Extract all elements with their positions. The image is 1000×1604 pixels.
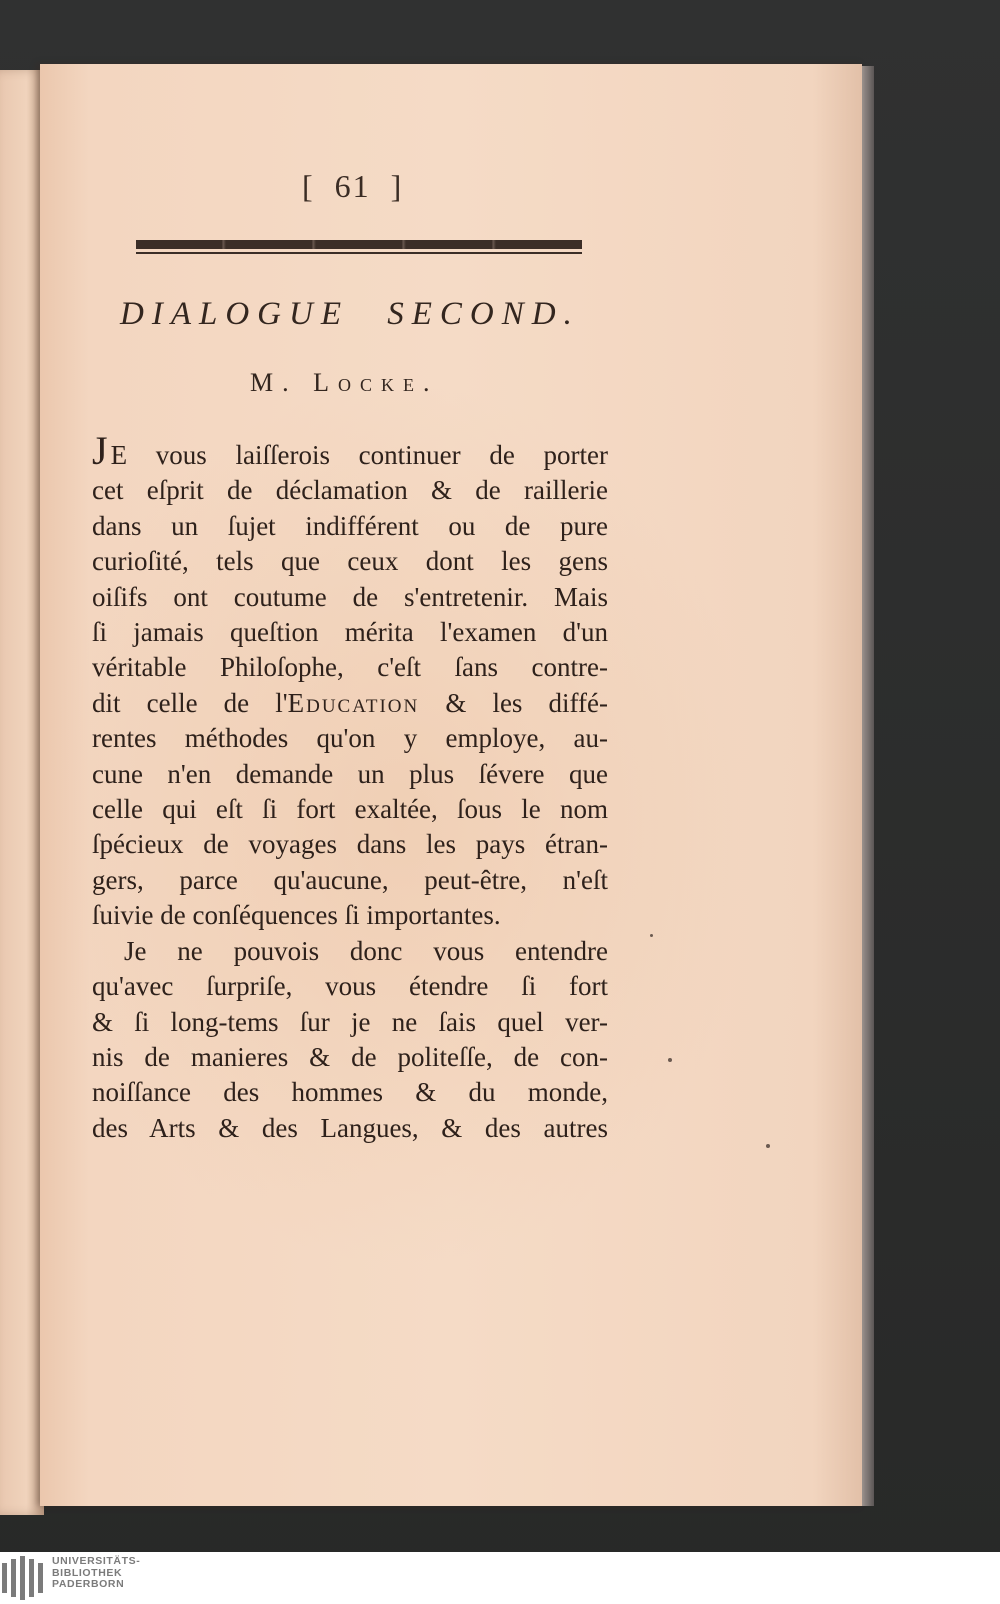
text-line: cet eſprit de déclamation & de raillerie	[92, 475, 608, 506]
text-line: oiſifs ont coutume de s'entretenir. Mais	[92, 581, 608, 612]
text-line: ſpécieux de voyages dans les pays étran-	[92, 829, 608, 860]
text-line: ſi jamais queſtion mérita l'examen d'un	[92, 617, 608, 648]
library-footer	[0, 1552, 1000, 1604]
text-line: celle qui eſt ſi fort exaltée, ſous le nom	[92, 794, 608, 825]
text-line: gers, parce qu'aucune, peut-être, n'eſt	[92, 864, 608, 895]
text-line: dans un ſujet indifférent ou de pure	[92, 510, 608, 541]
text-line: J E vous laiſſerois continuer de porter	[92, 428, 608, 473]
text-line: dit celle de l'Education & les diffé-	[92, 687, 609, 718]
page-number: [ 61 ]	[302, 168, 404, 204]
library-logo-text: UNIVERSITÄTS- BIBLIOTHEK PADERBORN	[52, 1555, 141, 1590]
smallcaps-word: Education	[287, 687, 420, 718]
chapter-heading: DIALOGUE SECOND.	[120, 296, 580, 332]
library-logo-icon	[2, 1556, 48, 1600]
body-text	[92, 428, 609, 1146]
facing-page-edge	[0, 70, 44, 1515]
drop-cap: J	[92, 428, 108, 473]
text-line: curioſité, tels que ceux dont les gens	[92, 546, 608, 577]
text-line: cune n'en demande un plus ſévere que	[92, 758, 608, 789]
paper-speck	[668, 1058, 672, 1062]
text-line: ſuivie de conſéquences ſi importantes.	[92, 900, 501, 931]
text-line: véritable Philoſophe, c'eſt ſans contre-	[92, 652, 608, 683]
text-line: noiſſance des hommes & du monde,	[92, 1077, 608, 1108]
paper-speck	[650, 934, 653, 937]
paper-speck	[766, 1144, 770, 1148]
speaker-name: M. Locke.	[250, 368, 439, 397]
text-line: & ſi long-tems ſur je ne ſais quel ver-	[92, 1006, 608, 1037]
book-page	[40, 64, 862, 1506]
header-rule	[136, 240, 582, 256]
text-line: rentes méthodes qu'on y employe, au-	[92, 723, 608, 754]
text-line: des Arts & des Langues, & des autres	[92, 1112, 608, 1143]
text-line: qu'avec ſurpriſe, vous étendre ſi fort	[92, 971, 608, 1002]
text-line: nis de manieres & de politeſſe, de con-	[92, 1041, 608, 1072]
text-line: Je ne pouvois donc vous entendre	[124, 935, 608, 966]
